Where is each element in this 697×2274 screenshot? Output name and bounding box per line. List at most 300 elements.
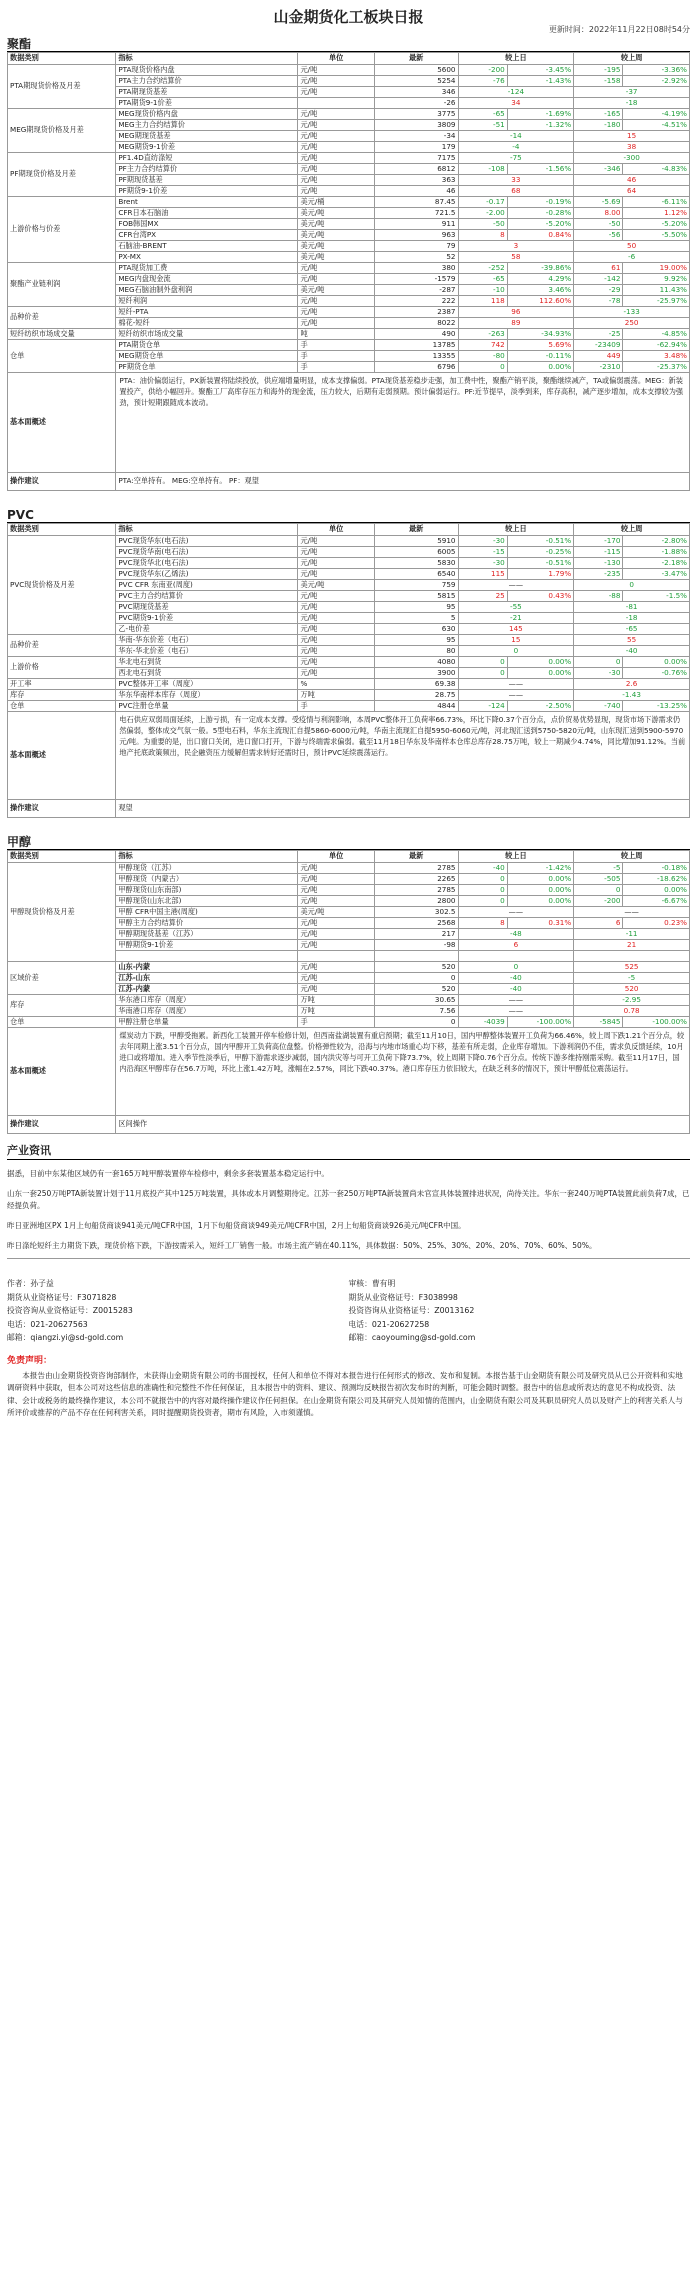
indicator-cell: PVC现货华南(电石法) (116, 547, 298, 558)
week-change-pct-cell: -4.19% (623, 109, 690, 120)
unit-cell: 元/吨 (298, 635, 374, 646)
latest-value-cell: 2568 (374, 918, 458, 929)
unit-cell: 元/吨 (298, 109, 374, 120)
day-change-cell: -80 (458, 351, 507, 362)
day-change-cell: 33 (458, 175, 574, 186)
latest-value-cell: -287 (374, 285, 458, 296)
week-change-pct-cell: -0.76% (623, 668, 690, 679)
indicator-cell: PF期货仓单 (116, 362, 298, 373)
unit-cell: 元/吨 (298, 142, 374, 153)
indicator-cell: PVC现货华北(电石法) (116, 558, 298, 569)
week-change-cell: -142 (574, 274, 623, 285)
summary-row (8, 712, 690, 800)
week-change-pct-cell: 9.92% (623, 274, 690, 285)
table-row (8, 962, 690, 973)
summary-text: 煤炭动力下跌，甲醇受拖累。新西化工装置开停车检修计划，但西南盐湖装置有重启预期；截至11月10日，国内甲醇整体装置开工负荷为66.46%，较上周下跌1.21个百分点，较去年同期上涨3.51个百分点，国内甲醇开工负荷高位盘整。价格弹性较为，沿海与内地市场重心均下移，基差有所走弱，企业库存增加。下游利润仍不佳，需求负反馈延续，10月进口或将增加。进入季节性淡季后，甲醇下游需求逐步减弱，国内洪灾等与可开工负荷下降73.7%，较上周期下降0.76个百分点。传统下游多维持刚需采购。截至11月17日，国内沿海区甲醇库存在56.7万吨，环比上涨1.42万吨，涨幅在2.57%，同比下跌40.37%。港口库存压力依旧较大，在缺乏利多的情况下，预计甲醇低位震荡运行。 (116, 1028, 690, 1116)
sections-container (7, 36, 690, 1134)
week-change-pct-cell: -4.51% (623, 120, 690, 131)
unit-cell: 元/吨 (298, 263, 374, 274)
advice-text: 区间操作 (116, 1116, 690, 1134)
day-change-cell: -14 (458, 131, 574, 142)
advice-row (8, 1116, 690, 1134)
week-change-cell: -18 (574, 613, 690, 624)
reviewer-name: 审核：曹有明 (348, 1279, 396, 1288)
day-change-cell: -30 (458, 558, 507, 569)
column-header: 最新 (374, 851, 458, 863)
day-change-cell: 25 (458, 591, 507, 602)
latest-value-cell: 2265 (374, 874, 458, 885)
latest-value-cell: 4080 (374, 657, 458, 668)
unit-cell: 元/吨 (298, 984, 374, 995)
latest-value-cell: 217 (374, 929, 458, 940)
category-cell: 库存 (8, 690, 116, 701)
latest-value-cell: -26 (374, 98, 458, 109)
disclaimer-text: 本报告由山金期货投资咨询部制作，未获得山金期货有限公司的书面授权，任何人和单位不得对本报告进行任何形式的修改、发布和复制。本报告基于山金期货有限公司及研究员从已公开资料和实地调研资料中获取，但本公司对这些信息的准确性和完整性不作任何保证，且本报告中的资料、建议、预测均反映报告初次发布时的判断，可能会随时调整。报告中的信息或所表达的意见不构成投资、法律、会计或税务的最终操作建议，本公司不就报告中的内容对最终操作建议作任何担保。在山金期货有限公司及其研究人员知情的范围内，山金期货有限公司及其职员研究人员以及财产上的利害关系人与所评价或推荐的产品不存在任何利害关系，同时提醒期货投资者，期市有风险，入市须谨慎。 (7, 1370, 683, 1418)
table-row (8, 263, 690, 274)
day-change-pct-cell: 0.43% (507, 591, 573, 602)
week-change-cell: 0 (574, 885, 623, 896)
week-change-cell: -23409 (574, 340, 623, 351)
week-change-cell: -30 (574, 668, 623, 679)
latest-value-cell: 2785 (374, 885, 458, 896)
week-change-cell: 8.00 (574, 208, 623, 219)
latest-value-cell: 179 (374, 142, 458, 153)
week-change-cell: -5 (574, 863, 623, 874)
table-header-row (8, 524, 690, 536)
unit-cell: 元/吨 (298, 569, 374, 580)
unit-cell: 元/吨 (298, 296, 374, 307)
latest-value-cell: 5254 (374, 76, 458, 87)
week-change-cell: -1.43 (574, 690, 690, 701)
author-block (7, 1277, 690, 1345)
summary-row (8, 1028, 690, 1116)
author-license: 期货从业资格证号：F3071828 (7, 1292, 117, 1302)
latest-value-cell: 95 (374, 635, 458, 646)
latest-value-cell: 2785 (374, 863, 458, 874)
table-row (8, 329, 690, 340)
indicator-cell: PF期现货基差 (116, 175, 298, 186)
column-header: 较上日 (458, 524, 574, 536)
week-change-pct-cell: -6.67% (623, 896, 690, 907)
indicator-cell: PTA期现货基差 (116, 87, 298, 98)
week-change-pct-cell: -0.18% (623, 863, 690, 874)
latest-value-cell: 3900 (374, 668, 458, 679)
indicator-cell: CFR日本石脑油 (116, 208, 298, 219)
indicator-cell: PVC期货9-1价差 (116, 613, 298, 624)
unit-cell: 万吨 (298, 995, 374, 1006)
day-change-cell: -30 (458, 536, 507, 547)
unit-cell: 手 (298, 340, 374, 351)
day-change-pct-cell: -1.69% (507, 109, 573, 120)
day-change-cell: 0 (458, 962, 574, 973)
indicator-cell: 甲醇主力合约结算价 (116, 918, 298, 929)
category-cell: 上游价格 (8, 657, 116, 679)
section-title: 聚酯 (7, 36, 690, 52)
table-row (8, 635, 690, 646)
day-change-cell: 0 (458, 885, 507, 896)
latest-value-cell: 13355 (374, 351, 458, 362)
day-change-cell: 0 (458, 668, 507, 679)
day-change-pct-cell: -0.51% (507, 558, 573, 569)
column-header: 较上日 (458, 53, 574, 65)
week-change-pct-cell: 19.00% (623, 263, 690, 274)
unit-cell: 美元/吨 (298, 252, 374, 263)
week-change-cell: 55 (574, 635, 690, 646)
day-change-cell: -124 (458, 701, 507, 712)
table-header-row (8, 851, 690, 863)
summary-label: 基本面概述 (8, 373, 116, 473)
week-change-cell: 520 (574, 984, 690, 995)
unit-cell: 美元/桶 (298, 197, 374, 208)
column-header: 数据类别 (8, 851, 116, 863)
day-change-cell: —— (458, 995, 574, 1006)
week-change-cell: -81 (574, 602, 690, 613)
latest-value-cell: 95 (374, 602, 458, 613)
latest-value-cell: 630 (374, 624, 458, 635)
advice-label: 操作建议 (8, 473, 116, 491)
unit-cell: 元/吨 (298, 164, 374, 175)
week-change-cell: -170 (574, 536, 623, 547)
unit-cell: 元/吨 (298, 863, 374, 874)
unit-cell: 吨 (298, 329, 374, 340)
table-row (8, 153, 690, 164)
unit-cell: 元/吨 (298, 153, 374, 164)
day-change-pct-cell: 1.79% (507, 569, 573, 580)
section-title: PVC (7, 507, 690, 523)
news-paragraph: 山东一套250万吨PTA新装置计划于11月底投产其中125万吨装置，具体或本月调整期待定。江苏一套250万吨PTA新装置尚未官宣具体装置排进状况，尚待关注。华东一套240万吨PTA装置此前负荷7成，已经提负荷。 (7, 1189, 690, 1210)
indicator-cell: PTA期货9-1价差 (116, 98, 298, 109)
latest-value-cell: 721.5 (374, 208, 458, 219)
week-change-cell: -78 (574, 296, 623, 307)
unit-cell (298, 98, 374, 109)
news-paragraph: 据悉，目前中东某他区域仍有一套165万吨甲醇装置停车检修中，剩余多套装置基本稳定运行中。 (7, 1169, 329, 1178)
day-change-cell: -40 (458, 984, 574, 995)
day-change-cell: -21 (458, 613, 574, 624)
indicator-cell: 短纤利润 (116, 296, 298, 307)
category-cell: 品种价差 (8, 635, 116, 657)
latest-value-cell: -34 (374, 131, 458, 142)
day-change-cell: -15 (458, 547, 507, 558)
unit-cell: 手 (298, 362, 374, 373)
unit-cell: 美元/吨 (298, 285, 374, 296)
unit-cell: 元/吨 (298, 668, 374, 679)
indicator-cell: PVC注册仓单量 (116, 701, 298, 712)
indicator-cell: MEG期货仓单 (116, 351, 298, 362)
day-change-pct-cell: -0.11% (507, 351, 573, 362)
week-change-cell: 0.78 (574, 1006, 690, 1017)
latest-value-cell: 363 (374, 175, 458, 186)
week-change-cell: 64 (574, 186, 690, 197)
week-change-cell (574, 951, 690, 962)
day-change-pct-cell: -1.56% (507, 164, 573, 175)
unit-cell: 元/吨 (298, 307, 374, 318)
day-change-cell: -252 (458, 263, 507, 274)
day-change-pct-cell: 112.60% (507, 296, 573, 307)
week-change-cell: -740 (574, 701, 623, 712)
week-change-pct-cell: 0.00% (623, 657, 690, 668)
day-change-pct-cell: 0.84% (507, 230, 573, 241)
unit-cell: 元/吨 (298, 547, 374, 558)
latest-value-cell: 3809 (374, 120, 458, 131)
unit-cell: 元/吨 (298, 318, 374, 329)
news-paragraph: 昨日亚洲地区PX 1月上旬船货商谈941美元/吨CFR中国，1月下旬船货商谈949美元/吨CFR中国，2月上旬船货商谈926美元/吨CFR中国。 (7, 1221, 466, 1230)
week-change-cell: 15 (574, 131, 690, 142)
unit-cell: 万吨 (298, 1006, 374, 1017)
day-change-pct-cell: -0.19% (507, 197, 573, 208)
latest-value-cell: 5910 (374, 536, 458, 547)
day-change-pct-cell: -100.00% (507, 1017, 573, 1028)
table-row (8, 109, 690, 120)
day-change-cell: -108 (458, 164, 507, 175)
table-row (8, 307, 690, 318)
indicator-cell: MEG石脑油制外盘利润 (116, 285, 298, 296)
day-change-cell: 742 (458, 340, 507, 351)
unit-cell: 美元/吨 (298, 580, 374, 591)
category-cell: 库存 (8, 995, 116, 1017)
day-change-cell: 34 (458, 98, 574, 109)
day-change-cell: -40 (458, 973, 574, 984)
day-change-cell (458, 951, 574, 962)
indicator-cell: 甲醇期货9-1价差 (116, 940, 298, 951)
latest-value-cell: 0 (374, 973, 458, 984)
week-change-cell: -5.69 (574, 197, 623, 208)
latest-value-cell: 5815 (374, 591, 458, 602)
day-change-cell: 58 (458, 252, 574, 263)
latest-value-cell: 911 (374, 219, 458, 230)
week-change-pct-cell: -18.62% (623, 874, 690, 885)
indicator-cell: 甲醇现货(山东南部) (116, 885, 298, 896)
indicator-cell: 石脑油-BRENT (116, 241, 298, 252)
latest-value-cell: 5 (374, 613, 458, 624)
day-change-cell: -76 (458, 76, 507, 87)
indicator-cell: PF1.4D直纺涤短 (116, 153, 298, 164)
column-header: 数据类别 (8, 524, 116, 536)
indicator-cell: 甲醇现货(山东北部) (116, 896, 298, 907)
latest-value-cell: 222 (374, 296, 458, 307)
summary-row (8, 373, 690, 473)
week-change-pct-cell: -5.20% (623, 219, 690, 230)
advice-text: 观望 (116, 800, 690, 818)
day-change-pct-cell: -3.45% (507, 65, 573, 76)
week-change-cell: -115 (574, 547, 623, 558)
day-change-cell: -263 (458, 329, 507, 340)
latest-value-cell: 28.75 (374, 690, 458, 701)
category-cell: 聚酯产业链利润 (8, 263, 116, 307)
summary-label: 基本面概述 (8, 712, 116, 800)
category-cell: 仓单 (8, 1017, 116, 1028)
category-cell: PVC现货价格及月差 (8, 536, 116, 635)
unit-cell: 手 (298, 701, 374, 712)
table-row (8, 1017, 690, 1028)
column-header: 指标 (116, 53, 298, 65)
latest-value-cell: -98 (374, 940, 458, 951)
unit-cell: 元/吨 (298, 558, 374, 569)
week-change-cell: -133 (574, 307, 690, 318)
indicator-cell: MEG内盘现金流 (116, 274, 298, 285)
report-title: 山金期货化工板块日报 (273, 8, 424, 26)
unit-cell: 美元/吨 (298, 219, 374, 230)
indicator-cell: PTA现货加工费 (116, 263, 298, 274)
week-change-cell: -88 (574, 591, 623, 602)
week-change-pct-cell: -6.11% (623, 197, 690, 208)
unit-cell: 元/吨 (298, 929, 374, 940)
week-change-pct-cell: -3.47% (623, 569, 690, 580)
latest-value-cell: 30.65 (374, 995, 458, 1006)
week-change-pct-cell: -1.5% (623, 591, 690, 602)
week-change-cell: 46 (574, 175, 690, 186)
advice-text: PTA:空单持有。 MEG:空单持有。 PF：观望 (116, 473, 690, 491)
week-change-cell: -56 (574, 230, 623, 241)
day-change-pct-cell: -0.28% (507, 208, 573, 219)
unit-cell: 手 (298, 351, 374, 362)
day-change-cell: 3 (458, 241, 574, 252)
week-change-cell: -180 (574, 120, 623, 131)
week-change-cell: -29 (574, 285, 623, 296)
category-cell: 区域价差 (8, 962, 116, 995)
table-row (8, 679, 690, 690)
category-cell: 品种价差 (8, 307, 116, 329)
day-change-pct-cell: -1.32% (507, 120, 573, 131)
column-header: 最新 (374, 53, 458, 65)
unit-cell: 美元/吨 (298, 208, 374, 219)
table-row (8, 657, 690, 668)
author-advisory-license: 投资咨询从业资格证号：Z0015283 (7, 1306, 133, 1316)
unit-cell: 元/吨 (298, 536, 374, 547)
day-change-pct-cell: -2.50% (507, 701, 573, 712)
column-header: 单位 (298, 851, 374, 863)
indicator-cell: 江苏-山东 (116, 973, 298, 984)
latest-value-cell: 346 (374, 87, 458, 98)
advice-row (8, 800, 690, 818)
week-change-cell: -158 (574, 76, 623, 87)
unit-cell: 美元/吨 (298, 230, 374, 241)
week-change-cell: -505 (574, 874, 623, 885)
unit-cell: 元/吨 (298, 885, 374, 896)
reviewer-phone: 电话：021-20627258 (348, 1319, 430, 1329)
latest-value-cell: 520 (374, 962, 458, 973)
unit-cell: 元/吨 (298, 186, 374, 197)
divider (7, 1258, 690, 1259)
indicator-cell: Brent (116, 197, 298, 208)
day-change-pct-cell: 0.00% (507, 874, 573, 885)
indicator-cell: PVC主力合约结算价 (116, 591, 298, 602)
unit-cell: 元/吨 (298, 657, 374, 668)
table-row (8, 197, 690, 208)
day-change-cell: -48 (458, 929, 574, 940)
day-change-cell: -50 (458, 219, 507, 230)
week-change-cell: -40 (574, 646, 690, 657)
week-change-pct-cell: -62.94% (623, 340, 690, 351)
day-change-cell: 0 (458, 896, 507, 907)
indicator-cell: 西北电石到货 (116, 668, 298, 679)
unit-cell: 手 (298, 1017, 374, 1028)
latest-value-cell: 963 (374, 230, 458, 241)
day-change-cell: 8 (458, 918, 507, 929)
day-change-cell: 89 (458, 318, 574, 329)
disclaimer-title: 免责声明： (7, 1355, 53, 1366)
indicator-cell: MEG现货价格内盘 (116, 109, 298, 120)
week-change-cell: -2.95 (574, 995, 690, 1006)
indicator-cell: PVC现货华东(电石法) (116, 536, 298, 547)
week-change-pct-cell: -3.36% (623, 65, 690, 76)
latest-value-cell: 380 (374, 263, 458, 274)
day-change-pct-cell: -34.93% (507, 329, 573, 340)
column-header: 数据类别 (8, 53, 116, 65)
category-cell: PTA期现货价格及月差 (8, 65, 116, 109)
indicator-cell: 江苏-内蒙 (116, 984, 298, 995)
unit-cell: 元/吨 (298, 175, 374, 186)
week-change-cell: 0 (574, 580, 690, 591)
week-change-pct-cell: 11.43% (623, 285, 690, 296)
category-cell: 上游价格与价差 (8, 197, 116, 263)
indicator-cell: PF期货9-1价差 (116, 186, 298, 197)
latest-value-cell: 490 (374, 329, 458, 340)
indicator-cell: 短纤-PTA (116, 307, 298, 318)
day-change-cell: 0 (458, 657, 507, 668)
table-row (8, 690, 690, 701)
indicator-cell: PTA现货价格内盘 (116, 65, 298, 76)
day-change-pct-cell: 0.31% (507, 918, 573, 929)
category-cell: 仓单 (8, 340, 116, 373)
day-change-cell: 6 (458, 940, 574, 951)
unit-cell: 元/吨 (298, 973, 374, 984)
day-change-cell: 145 (458, 624, 574, 635)
indicator-cell: MEG主力合约结算价 (116, 120, 298, 131)
unit-cell: 元/吨 (298, 613, 374, 624)
latest-value-cell: 520 (374, 984, 458, 995)
table-row (8, 536, 690, 547)
week-change-cell: 50 (574, 241, 690, 252)
latest-value-cell: 4844 (374, 701, 458, 712)
table-row (8, 863, 690, 874)
week-change-cell: -5 (574, 973, 690, 984)
unit-cell: 美元/吨 (298, 907, 374, 918)
unit-cell: 元/吨 (298, 274, 374, 285)
day-change-pct-cell: -1.43% (507, 76, 573, 87)
day-change-cell: —— (458, 907, 574, 918)
indicator-cell: 华东-华北价差（电石） (116, 646, 298, 657)
week-change-pct-cell: -100.00% (623, 1017, 690, 1028)
week-change-cell: 250 (574, 318, 690, 329)
indicator-cell: 华北电石到货 (116, 657, 298, 668)
indicator-cell: 乙-电价差 (116, 624, 298, 635)
unit-cell: 元/吨 (298, 65, 374, 76)
author-email: 邮箱：qiangzi.yi@sd-gold.com (7, 1333, 124, 1343)
reviewer-info (349, 1277, 691, 1345)
week-change-cell: 61 (574, 263, 623, 274)
week-change-cell: 525 (574, 962, 690, 973)
reviewer-email: 邮箱：caoyouming@sd-gold.com (348, 1333, 476, 1343)
table-row (8, 995, 690, 1006)
author-name: 作者：孙子益 (7, 1279, 54, 1288)
day-change-cell: -4039 (458, 1017, 507, 1028)
week-change-cell: -37 (574, 87, 690, 98)
day-change-cell: 118 (458, 296, 507, 307)
unit-cell: 元/吨 (298, 76, 374, 87)
week-change-cell: -235 (574, 569, 623, 580)
day-change-cell: -124 (458, 87, 574, 98)
week-change-pct-cell: -2.92% (623, 76, 690, 87)
latest-value-cell: 5600 (374, 65, 458, 76)
day-change-pct-cell: -39.86% (507, 263, 573, 274)
industry-news (7, 1142, 690, 1252)
latest-value-cell: 46 (374, 186, 458, 197)
column-header: 单位 (298, 53, 374, 65)
indicator-cell: PTA主力合约结算价 (116, 76, 298, 87)
latest-value-cell: 0 (374, 1017, 458, 1028)
indicator-cell (116, 951, 298, 962)
latest-value-cell: 7175 (374, 153, 458, 164)
